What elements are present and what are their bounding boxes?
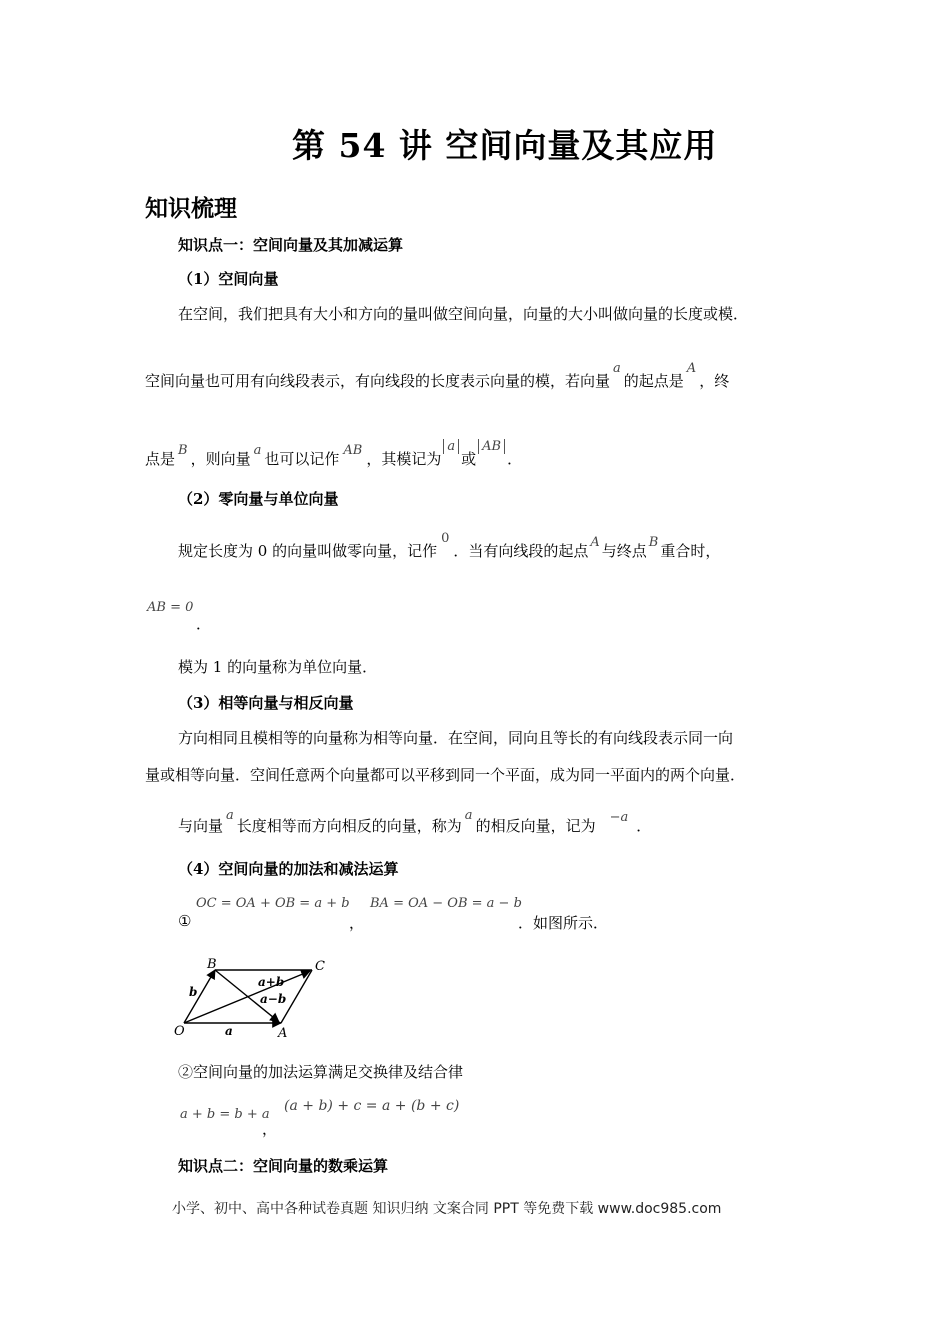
- math-B: B: [178, 443, 188, 458]
- text: 或: [461, 450, 477, 468]
- parallelogram-figure: [170, 955, 340, 1040]
- equation-commutative: a + b = b + a: [180, 1107, 270, 1122]
- text: 点是: [145, 450, 176, 468]
- math-a: a: [613, 361, 621, 376]
- math-neg-a: −a: [609, 810, 629, 825]
- math-abs-a: a: [443, 439, 459, 454]
- knowledge-point-2: 知识点二：空间向量的数乘运算: [178, 1157, 389, 1175]
- diagonal-OC: [184, 971, 310, 1023]
- label-B: B: [207, 957, 217, 972]
- footer-text: 小学、初中、高中各种试卷真题 知识归纳 文案合同 PPT 等免费下载 www.doc985.com: [172, 1201, 722, 1217]
- label-O: O: [174, 1024, 185, 1039]
- text: 空间向量也可用有向线段表示，有向线段的长度表示向量的模，若向量: [145, 372, 611, 390]
- label-vector-a: a: [225, 1024, 233, 1038]
- text: ，则向量: [190, 450, 251, 468]
- paragraph-directed-segment: [145, 361, 730, 391]
- text: 也可以记作: [264, 450, 340, 468]
- math-A: A: [590, 535, 600, 550]
- text: 的相反向量，记为: [475, 817, 596, 835]
- text: ，终: [699, 372, 730, 390]
- text: 的起点是: [623, 372, 684, 390]
- subsection-1: （1）空间向量: [178, 270, 279, 288]
- page-title: 第 54 讲 空间向量及其应用: [292, 126, 718, 165]
- section-heading: 知识梳理: [145, 195, 237, 222]
- math-B: B: [648, 535, 659, 550]
- paragraph-notation: [145, 439, 523, 469]
- text: ，其模记为: [366, 450, 442, 468]
- math-abs-AB: AB: [478, 439, 505, 454]
- label-A: A: [278, 1026, 288, 1040]
- paragraph-laws: ②空间向量的加法运算满足交换律及结合律: [178, 1063, 464, 1081]
- paragraph-unit-vector: 模为 1 的向量称为单位向量．: [178, 658, 378, 676]
- knowledge-point-1: 知识点一：空间向量及其加减运算: [178, 236, 404, 254]
- paragraph-equal-vectors-2: 量或相等向量．空间任意两个向量都可以平移到同一个平面，成为同一平面内的两个向量．: [145, 766, 746, 784]
- text: 长度相等而方向相反的向量，称为: [236, 817, 462, 835]
- math-a: a: [226, 808, 234, 823]
- math-zero: 0: [441, 531, 450, 546]
- math-AB: AB: [343, 443, 363, 458]
- text: 与向量: [178, 817, 224, 835]
- text: 重合时，: [660, 542, 721, 560]
- math-a: a: [464, 808, 473, 823]
- label-a-minus-b: a−b: [260, 992, 287, 1006]
- subsection-3: （3）相等向量与相反向量: [178, 694, 354, 712]
- paragraph-definition: 在空间，我们把具有大小和方向的量叫做空间向量，向量的大小叫做向量的长度或模．: [178, 305, 749, 323]
- circled-number-1: ①: [178, 912, 192, 930]
- math-A: A: [686, 361, 697, 376]
- math-AB-equals-zero: AB = 0: [147, 600, 194, 615]
- text: ．: [636, 817, 652, 835]
- text: ，: [262, 1120, 278, 1138]
- equation-associative: (a + b) + c = a + (b + c): [284, 1098, 460, 1114]
- text: 规定长度为 0 的向量叫做零向量，记作: [178, 542, 438, 560]
- paragraph-zero-vector: [178, 531, 721, 561]
- subsection-4: （4）空间向量的加法和减法运算: [178, 860, 399, 878]
- label-C: C: [315, 959, 325, 974]
- math-a: a: [253, 443, 262, 458]
- paragraph-equal-vectors-1: 方向相同且模相等的向量称为相等向量．在空间，同向且等长的有向线段表示同一向: [178, 729, 734, 747]
- paragraph-opposite-vector: [178, 808, 652, 836]
- text: ．: [507, 450, 523, 468]
- label-vector-b: b: [189, 985, 198, 999]
- text: ．: [196, 615, 212, 633]
- text: ，: [349, 914, 365, 932]
- text: ．如图所示．: [518, 914, 609, 932]
- label-a-plus-b: a+b: [258, 975, 285, 989]
- text: 与终点: [601, 542, 647, 560]
- equation-sum: OC = OA + OB = a + b: [196, 896, 350, 911]
- subsection-2: （2）零向量与单位向量: [178, 490, 339, 508]
- text: ．当有向线段的起点: [453, 542, 589, 560]
- equation-difference: BA = OA − OB = a − b: [370, 896, 522, 911]
